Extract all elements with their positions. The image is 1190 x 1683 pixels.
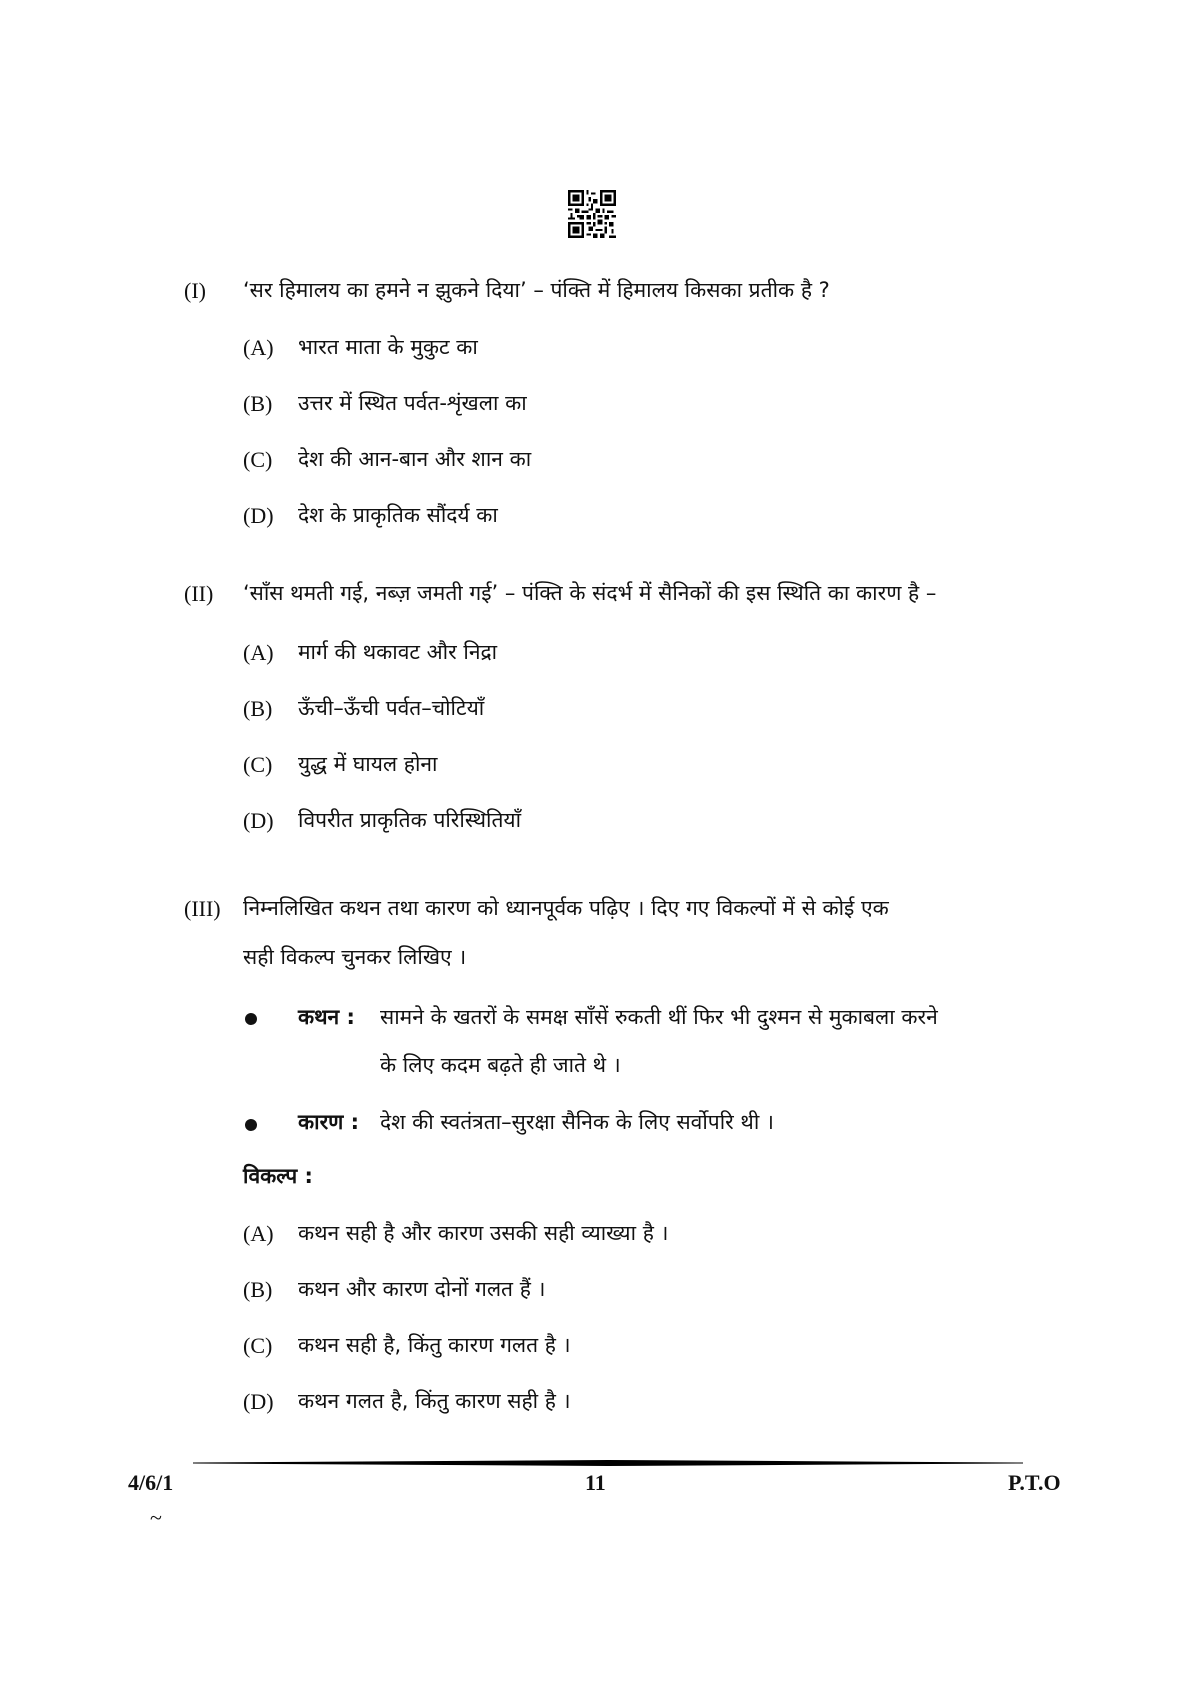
paper-code: 4/6/1 bbox=[128, 1470, 174, 1495]
option-label: (D) bbox=[243, 808, 274, 833]
option-label: (D) bbox=[243, 503, 274, 528]
page-number: 11 bbox=[585, 1470, 606, 1495]
bullet-icon bbox=[245, 1119, 257, 1131]
statement-text-line-1: सामने के खतरों के समक्ष साँसें रुकती थीं फिर भी दुश्मन से मुकाबला करने bbox=[380, 1005, 938, 1029]
footer-divider bbox=[193, 1460, 1023, 1466]
option-label: (D) bbox=[243, 1389, 274, 1414]
option-text: उत्तर में स्थित पर्वत-शृंखला का bbox=[298, 391, 527, 415]
option-label: (B) bbox=[243, 1277, 273, 1302]
option-text: युद्ध में घायल होना bbox=[298, 752, 438, 776]
option-label: (C) bbox=[243, 447, 273, 472]
question-text-line-2: सही विकल्प चुनकर लिखिए । bbox=[243, 945, 467, 969]
option-text: देश की आन-बान और शान का bbox=[298, 447, 532, 471]
reason-label: कारण : bbox=[298, 1110, 360, 1134]
question-number: (I) bbox=[184, 278, 206, 303]
pto-label: P.T.O bbox=[1008, 1470, 1061, 1495]
options-heading: विकल्प : bbox=[243, 1164, 313, 1188]
option-label: (A) bbox=[243, 640, 274, 665]
bullet-icon bbox=[245, 1013, 257, 1025]
statement-text-line-2: के लिए कदम बढ़ते ही जाते थे । bbox=[380, 1053, 621, 1077]
option-text: कथन सही है, किंतु कारण गलत है । bbox=[298, 1333, 571, 1357]
option-text: कथन गलत है, किंतु कारण सही है । bbox=[298, 1389, 571, 1413]
option-label: (A) bbox=[243, 1221, 274, 1246]
option-text: विपरीत प्राकृतिक परिस्थितियाँ bbox=[298, 808, 522, 832]
question-text: ‘साँस थमती गई, नब्ज़ जमती गई’ – पंक्ति के संदर्भ में सैनिकों की इस स्थिति का कारण है – bbox=[243, 581, 937, 605]
option-label: (B) bbox=[243, 696, 273, 721]
option-label: (C) bbox=[243, 752, 273, 777]
option-text: ऊँची–ऊँची पर्वत–चोटियाँ bbox=[298, 696, 485, 720]
reason-text: देश की स्वतंत्रता–सुरक्षा सैनिक के लिए सर्वोपरि थी । bbox=[380, 1110, 774, 1134]
question-number: (III) bbox=[184, 896, 221, 921]
option-text: कथन सही है और कारण उसकी सही व्याख्या है । bbox=[298, 1221, 669, 1245]
option-label: (A) bbox=[243, 335, 274, 360]
option-text: मार्ग की थकावट और निद्रा bbox=[298, 640, 498, 664]
option-text: कथन और कारण दोनों गलत हैं । bbox=[298, 1277, 546, 1301]
option-label: (C) bbox=[243, 1333, 273, 1358]
question-number: (II) bbox=[184, 581, 214, 606]
tilde-mark: ~ bbox=[150, 1505, 162, 1530]
qr-code-icon bbox=[568, 190, 616, 238]
option-text: देश के प्राकृतिक सौंदर्य का bbox=[298, 503, 498, 527]
statement-label: कथन : bbox=[298, 1005, 355, 1029]
question-text: ‘सर हिमालय का हमने न झुकने दिया’ – पंक्ति में हिमालय किसका प्रतीक है ? bbox=[243, 278, 830, 302]
question-text-line-1: निम्नलिखित कथन तथा कारण को ध्यानपूर्वक पढ़िए । दिए गए विकल्पों में से कोई एक bbox=[243, 896, 889, 920]
option-label: (B) bbox=[243, 391, 273, 416]
option-text: भारत माता के मुकुट का bbox=[298, 335, 478, 359]
